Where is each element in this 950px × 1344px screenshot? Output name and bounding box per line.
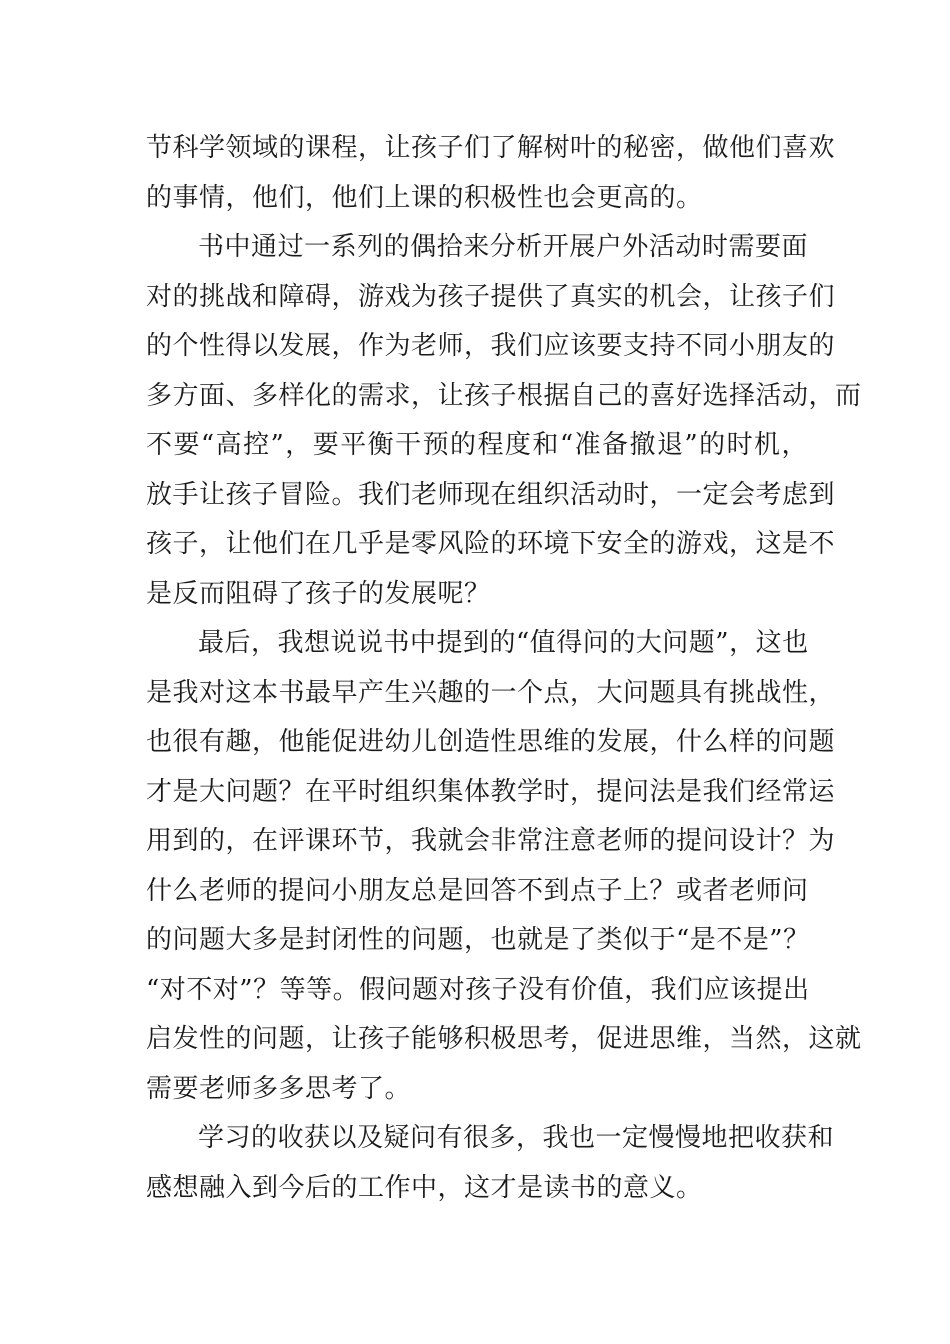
text-line: 的个性得以发展，作为老师，我们应该要支持不同小朋友的 xyxy=(146,331,836,361)
text-line: 孩子，让他们在几乎是零风险的环境下安全的游戏，这是不 xyxy=(146,529,836,559)
body-text xyxy=(146,124,862,1213)
text-line: 放手让孩子冒险。我们老师现在组织活动时，一定会考虑到 xyxy=(146,479,836,510)
text-line: 多方面、多样化的需求，让孩子根据自己的喜好选择活动，而 xyxy=(146,380,862,411)
text-line: 不要“高控”，要平衡干预的程度和“准备撤退”的时机， xyxy=(146,430,808,460)
paragraph-first-line: 书中通过一系列的偶拾来分析开展户外活动时需要面 xyxy=(198,232,808,262)
paragraph-first-line: 学习的收获以及疑问有很多，我也一定慢慢地把收获和 xyxy=(198,1123,835,1153)
text-line: 启发性的问题，让孩子能够积极思考，促进思维，当然，这就 xyxy=(146,1024,862,1054)
text-line: 是我对这本书最早产生兴趣的一个点，大问题具有挑战性， xyxy=(146,677,836,708)
text-line: 什么老师的提问小朋友总是回答不到点子上？或者老师问 xyxy=(146,875,809,906)
text-line: 用到的，在评课环节，我就会非常注意老师的提问设计？为 xyxy=(146,826,836,856)
text-line: 对的挑战和障碍，游戏为孩子提供了真实的机会，让孩子们 xyxy=(146,281,836,312)
paragraph-first-line: 最后，我想说说书中提到的“值得问的大问题”，这也 xyxy=(198,628,809,658)
text-line: 的事情，他们，他们上课的积极性也会更高的。 xyxy=(146,182,703,213)
text-line: 感想融入到今后的工作中，这才是读书的意义。 xyxy=(146,1172,703,1203)
text-line: “对不对”？等等。假问题对孩子没有价值，我们应该提出 xyxy=(146,974,810,1005)
text-line: 才是大问题？在平时组织集体教学时，提问法是我们经常运 xyxy=(146,776,836,807)
text-line: 的问题大多是封闭性的问题，也就是了类似于“是不是”？ xyxy=(146,925,810,955)
text-line: 节科学领域的课程，让孩子们了解树叶的秘密，做他们喜欢 xyxy=(146,133,836,163)
text-line: 也很有趣，他能促进幼儿创造性思维的发展，什么样的问题 xyxy=(146,727,836,757)
text-line: 需要老师多多思考了。 xyxy=(146,1073,412,1104)
text-line: 是反而阻碍了孩子的发展呢？ xyxy=(146,578,491,609)
